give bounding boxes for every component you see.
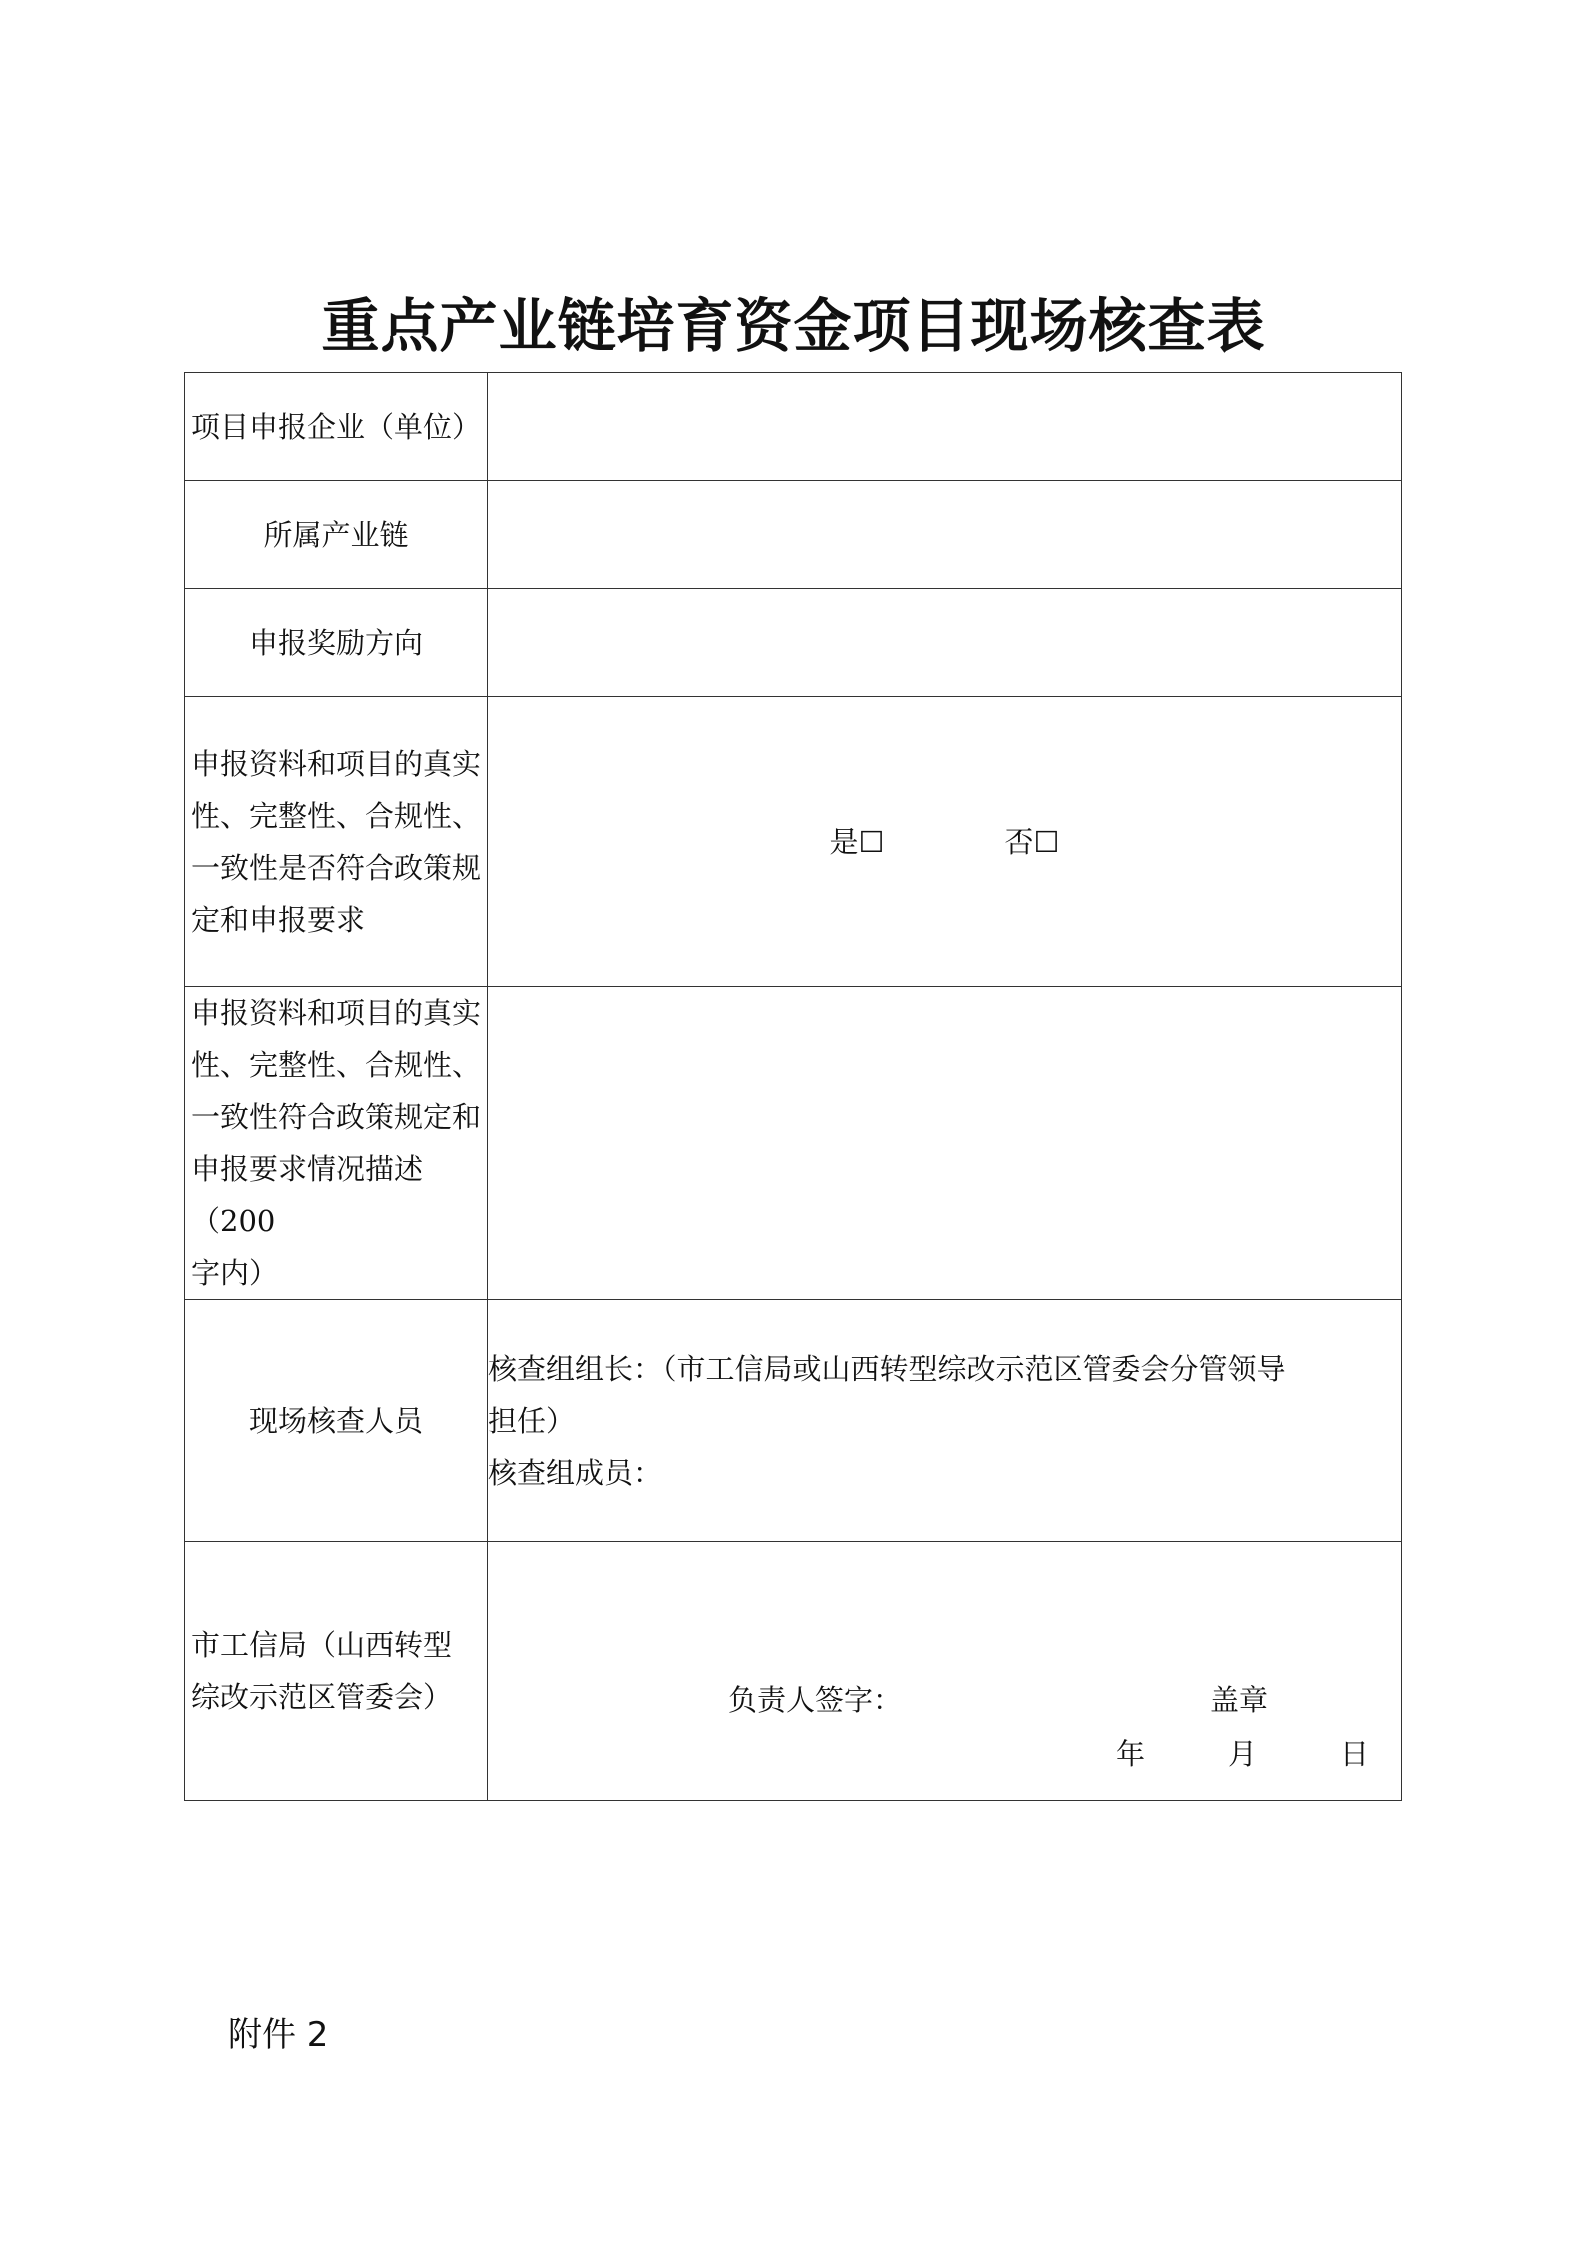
inspection-staff-label: 现场核查人员 (185, 1300, 488, 1542)
yes-checkbox[interactable]: 是☐ (829, 824, 885, 859)
compliance-check-label: 申报资料和项目的真实 性、完整性、合规性、 一致性是否符合政策规 定和申报要求 (185, 697, 488, 987)
inspection-form-table (184, 372, 1402, 1801)
reward-direction-label: 申报奖励方向 (185, 589, 488, 697)
date-line (1116, 1728, 1369, 1780)
team-leader-line-cont: 担任） (488, 1403, 576, 1438)
compliance-check-options (488, 697, 1402, 987)
table-row (185, 589, 1402, 697)
table-row (185, 1300, 1402, 1542)
no-checkbox[interactable]: 否☐ (1004, 824, 1060, 859)
table-row (185, 373, 1402, 481)
table-row (185, 1542, 1402, 1801)
compliance-description-label: 申报资料和项目的真实 性、完整性、合规性、 一致性符合政策规定和 申报要求情况描述（200 字内） (185, 987, 488, 1300)
date-year-label: 年 (1116, 1737, 1146, 1771)
compliance-description-field[interactable] (488, 987, 1402, 1300)
signature-label: 负责人签字： (728, 1683, 903, 1717)
applicant-label: 项目申报企业（单位） (185, 373, 488, 481)
attachment-label: 附件 2 (228, 2015, 329, 2055)
inspection-staff-field[interactable] (488, 1300, 1402, 1542)
date-month-label: 月 (1228, 1737, 1258, 1771)
seal-label: 盖章 (1210, 1683, 1269, 1717)
reward-direction-value-field[interactable] (488, 589, 1402, 697)
industry-chain-value-field[interactable] (488, 481, 1402, 589)
industry-chain-label: 所属产业链 (185, 481, 488, 589)
team-leader-line: 核查组组长：（市工信局或山西转型综改示范区管委会分管领导 (488, 1351, 1286, 1386)
applicant-value-field[interactable] (488, 373, 1402, 481)
form-title: 重点产业链培育资金项目现场核查表 (321, 292, 1266, 360)
bureau-approval-field[interactable] (488, 1542, 1402, 1801)
bureau-label: 市工信局（山西转型 综改示范区管委会） (185, 1542, 488, 1801)
table-row (185, 481, 1402, 589)
table-row (185, 697, 1402, 987)
team-members-line: 核查组成员： (488, 1455, 663, 1490)
date-day-label: 日 (1340, 1737, 1370, 1771)
table-row (185, 987, 1402, 1300)
